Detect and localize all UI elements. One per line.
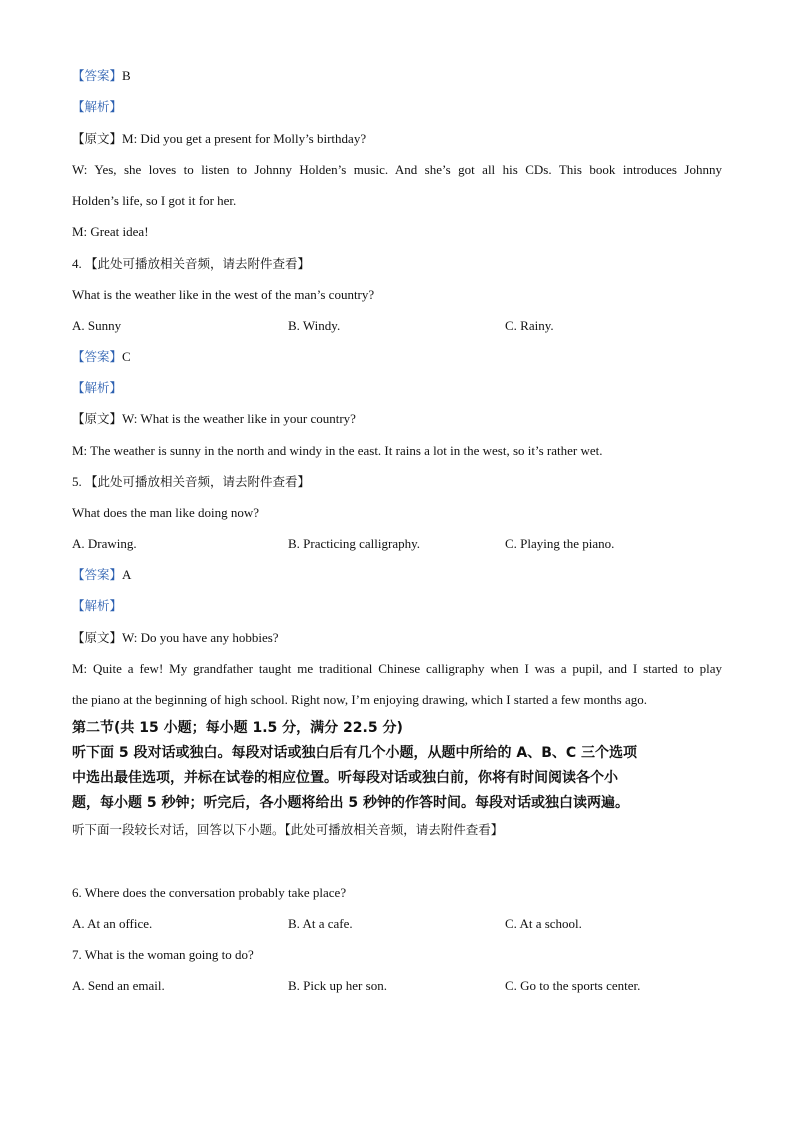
- option-a: A. Send an email.: [72, 978, 165, 993]
- transcript-text: M: Quite a few! My grandfather taught me traditional Chinese calligraphy when I was a pupil, and I started to play: [72, 661, 722, 676]
- listen-note: 听下面一段较长对话，回答以下小题。【此处可播放相关音频，请去附件查看】: [72, 822, 504, 837]
- question-header: [72, 256, 722, 272]
- transcript-text: M: Great idea!: [72, 224, 149, 239]
- answer-value: A: [122, 567, 132, 582]
- analysis-line: [72, 99, 722, 115]
- option-c: C. Rainy.: [505, 318, 554, 333]
- question-text: What is the weather like in the west of the man’s country?: [72, 287, 375, 302]
- analysis-tag: 【解析】: [72, 380, 123, 395]
- answer-tag: 【答案】: [72, 567, 123, 582]
- option-a: A. At an office.: [72, 916, 153, 931]
- answer-value: C: [122, 349, 131, 364]
- option-b: B. Windy.: [288, 318, 341, 333]
- transcript-text: M: Did you get a present for Molly’s birthday?: [122, 131, 367, 146]
- analysis-tag: 【解析】: [72, 99, 123, 114]
- option-c: C. Playing the piano.: [505, 536, 615, 551]
- question-text: 6. Where does the conversation probably take place?: [72, 885, 347, 900]
- answer-tag: 【答案】: [72, 68, 123, 83]
- transcript-line: [72, 411, 722, 427]
- transcript-text: M: The weather is sunny in the north and windy in the east. It rains a lot in the west, so it’s rather wet.: [72, 443, 603, 458]
- section-instructions: 中选出最佳选项，并标在试卷的相应位置。听每段对话或独白前，你将有时间阅读各个小: [72, 770, 618, 786]
- question-number: 5.: [72, 474, 82, 489]
- transcript-tag: 【原文】: [72, 411, 123, 426]
- option-c: C. Go to the sports center.: [505, 978, 641, 993]
- option-b: B. At a cafe.: [288, 916, 353, 931]
- section-instructions: 听下面 5 段对话或独白。每段对话或独白后有几个小题，从题中所给的 A、B、C 三个选项: [72, 745, 638, 761]
- transcript-line: [72, 131, 722, 147]
- analysis-tag: 【解析】: [72, 598, 123, 613]
- answer-tag: 【答案】: [72, 349, 123, 364]
- section-title: 第二节(共 15 小题；每小题 1.5 分，满分 22.5 分): [72, 720, 403, 736]
- transcript-tag: 【原文】: [72, 630, 123, 645]
- transcript-text: W: Do you have any hobbies?: [122, 630, 279, 645]
- audio-note: 【此处可播放相关音频，请去附件查看】: [85, 474, 311, 489]
- transcript-text: the piano at the beginning of high school. Right now, I’m enjoying drawing, which I started a few months ago.: [72, 692, 648, 707]
- question-header: [72, 474, 722, 490]
- transcript-tag: 【原文】: [72, 131, 123, 146]
- answer-value: B: [122, 68, 131, 83]
- answer-line: [72, 349, 722, 365]
- transcript-text: W: What is the weather like in your country?: [122, 411, 356, 426]
- option-a: A. Drawing.: [72, 536, 137, 551]
- section-instructions: 题，每小题 5 秒钟；听完后，各小题将给出 5 秒钟的作答时间。每段对话或独白读两遍。: [72, 795, 629, 811]
- transcript-text: W: Yes, she loves to listen to Johnny Holden’s music. And she’s got all his CDs. This book introduces Johnny: [72, 162, 722, 177]
- option-b: B. Practicing calligraphy.: [288, 536, 421, 551]
- option-a: A. Sunny: [72, 318, 122, 333]
- analysis-line: [72, 380, 722, 396]
- question-text: 7. What is the woman going to do?: [72, 947, 254, 962]
- answer-line: [72, 68, 722, 84]
- answer-line: [72, 567, 722, 583]
- option-b: B. Pick up her son.: [288, 978, 387, 993]
- option-c: C. At a school.: [505, 916, 582, 931]
- audio-note: 【此处可播放相关音频，请去附件查看】: [85, 256, 311, 271]
- transcript-text: Holden’s life, so I got it for her.: [72, 193, 237, 208]
- analysis-line: [72, 598, 722, 614]
- question-text: What does the man like doing now?: [72, 505, 260, 520]
- transcript-line: [72, 630, 722, 646]
- question-number: 4.: [72, 256, 82, 271]
